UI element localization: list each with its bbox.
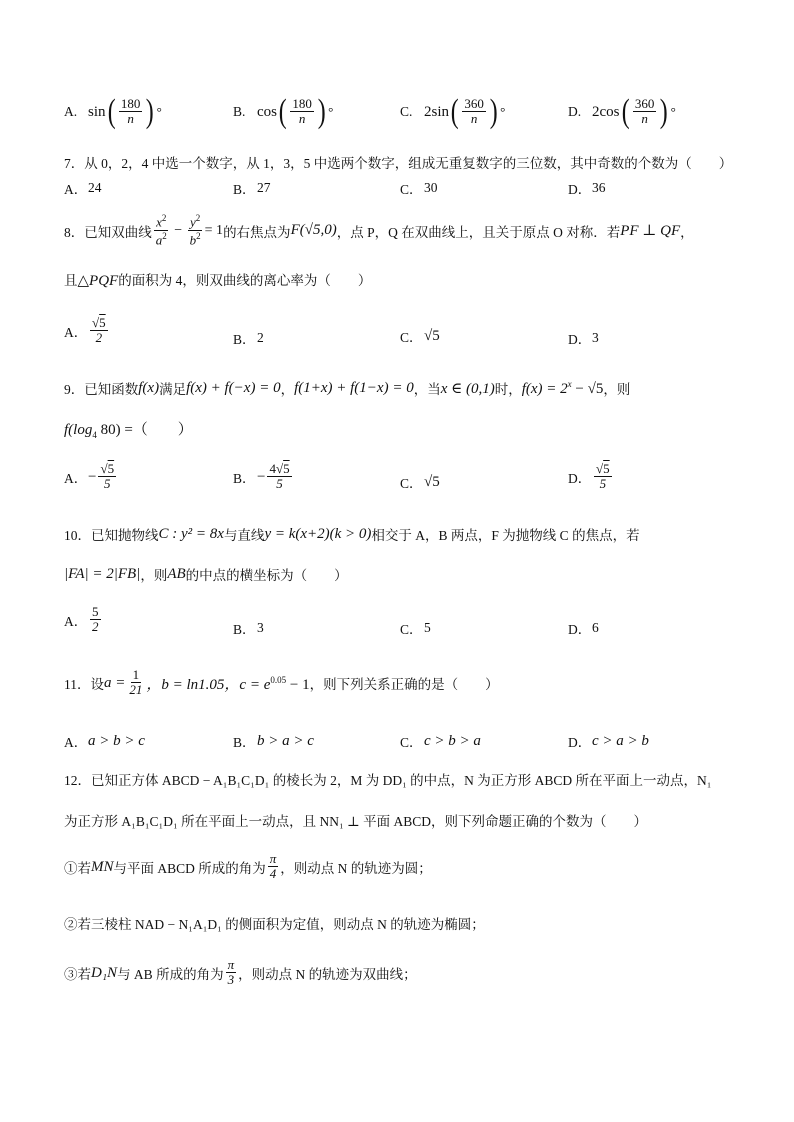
q6-c-fraction: $\frac{360}{n}$ <box>464 95 484 127</box>
q10-option-a[interactable]: A． $\frac{5}{2}$ <box>64 604 99 635</box>
q8-option-c[interactable]: C． √5 <box>400 327 440 345</box>
q9-d-fraction: $\frac{√5}{5}$ <box>596 461 610 492</box>
q8-option-b[interactable]: B． 2 <box>233 330 264 347</box>
q9-option-a[interactable]: A． − $\frac{√5}{5}$ <box>64 461 115 492</box>
q11-a-fraction: $\frac{1}{21}$ <box>129 667 143 698</box>
q8-stem-line2: 且△PQF的面积为 4，则双曲线的离心率为（ ） <box>64 273 372 289</box>
q11-option-b[interactable]: B． b > a > c <box>233 732 314 750</box>
q7-option-b[interactable]: B． 27 <box>233 180 271 197</box>
q12-statement-1: ①若 MN 与平面 ABCD 所成的角为 $\frac{\pi}{4}$ ，则动点 N 的轨迹为圆； <box>64 851 432 882</box>
q9-stem-line2: $f(\log_4$ 80) =（ ） <box>64 422 193 440</box>
q8-a-fraction: $\frac{√5}{2}$ <box>92 315 106 346</box>
q12-s3-fraction: $\frac{\pi}{3}$ <box>227 957 235 988</box>
q8-x-fraction: $\frac{x^2}{a^2}$ <box>155 213 167 247</box>
q8-stem-line1: 8．已知双曲线 $\frac{x^2}{a^2}$ − $\frac{y^2}{b^2}$ = 1 的右焦点为 F(√5,0) ，点 P，Q 在双曲线上，且关于原点 O 对称．若 PF ⊥ QF ， <box>64 213 694 247</box>
q9-option-d[interactable]: D． $\frac{√5}{5}$ <box>568 461 610 492</box>
q6-b-fraction: $\frac{180}{n}$ <box>292 95 312 127</box>
q10-option-d[interactable]: D． 6 <box>568 620 599 637</box>
q7-stem: 7．从 0，2，4 中选一个数字，从 1，3，5 中选两个数字，组成无重复数字的三位数，其中奇数的个数为（ ） <box>64 156 733 171</box>
q12-stem-line1: 12．已知正方体 ABCD − A₁B₁C₁D₁ 的棱长为 2，M 为 DD₁ 的中点，N 为正方形 ABCD 所在平面上一动点，N₁ <box>64 773 712 788</box>
q9-b-fraction: $\frac{4√5}{5}$ <box>269 461 290 492</box>
q6-option-d[interactable]: D. 2cos ( $\frac{360}{n}$ ) ° <box>568 93 676 130</box>
q11-option-c[interactable]: C． c > b > a <box>400 732 481 750</box>
q12-s1-fraction: $\frac{\pi}{4}$ <box>269 851 277 882</box>
q11-stem: 11．设 a = $\frac{1}{21}$ ，b = ln1.05，$c = e^{0.05} - 1$ ，则下列关系正确的是（ ） <box>64 667 499 698</box>
q12-stem-line2: 为正方形 A₁B₁C₁D₁ 所在平面上一动点，且 NN₁ ⊥ 平面 ABCD，则下列命题正确的个数为（ ） <box>64 814 647 829</box>
q6-option-a[interactable]: A. sin ( $\frac{180}{n}$ ) ° <box>64 93 162 130</box>
q7-option-c[interactable]: C． 30 <box>400 180 438 197</box>
q12-statement-2: ②若三棱柱 NAD − N₁A₁D₁ 的侧面积为定值，则动点 N 的轨迹为椭圆； <box>64 917 485 932</box>
q8-option-d[interactable]: D． 3 <box>568 330 599 347</box>
q6-d-fraction: $\frac{360}{n}$ <box>634 95 655 127</box>
q9-a-fraction: $\frac{√5}{5}$ <box>100 461 115 492</box>
q11-option-a[interactable]: A． a > b > c <box>64 732 145 750</box>
q10-stem-line2: |FA| = 2|FB| ，则 AB 的中点的横坐标为（ ） <box>64 565 348 583</box>
q10-option-b[interactable]: B． 3 <box>233 620 264 637</box>
q8-option-a[interactable]: A． $\frac{√5}{2}$ <box>64 315 106 346</box>
q12-statement-3: ③若 D₁N 与 AB 所成的角为 $\frac{\pi}{3}$ ，则动点 N 的轨迹为双曲线； <box>64 957 417 988</box>
q6-option-c[interactable]: C. 2sin ( $\frac{360}{n}$ ) ° <box>400 93 506 130</box>
q7-option-d[interactable]: D． 36 <box>568 180 606 197</box>
q10-stem-line1: 10．已知抛物线 C : y² = 8x 与直线 y = k(x+2)(k > 0) 相交于 A，B 两点，F 为抛物线 C 的焦点，若 <box>64 525 640 543</box>
q9-stem-line1: 9．已知函数 f(x) 满足 f(x) + f(−x) = 0 ， f(1+x) + f(1−x) = 0 ，当 x ∈ (0,1) 时， $f(x) = 2^x - √5$ ，则 <box>64 378 631 397</box>
q6-option-b[interactable]: B. cos ( $\frac{180}{n}$ ) ° <box>233 93 334 130</box>
q10-a-fraction: $\frac{5}{2}$ <box>92 604 99 635</box>
q8-y-fraction: $\frac{y^2}{b^2}$ <box>189 213 201 247</box>
q10-option-c[interactable]: C． 5 <box>400 620 431 637</box>
q11-option-d[interactable]: D． c > a > b <box>568 732 649 750</box>
q9-option-c[interactable]: C． √5 <box>400 473 440 491</box>
q6-a-fraction: $\frac{180}{n}$ <box>120 95 141 127</box>
q7-option-a[interactable]: A． 24 <box>64 180 102 197</box>
q9-option-b[interactable]: B． − $\frac{4√5}{5}$ <box>233 461 290 492</box>
